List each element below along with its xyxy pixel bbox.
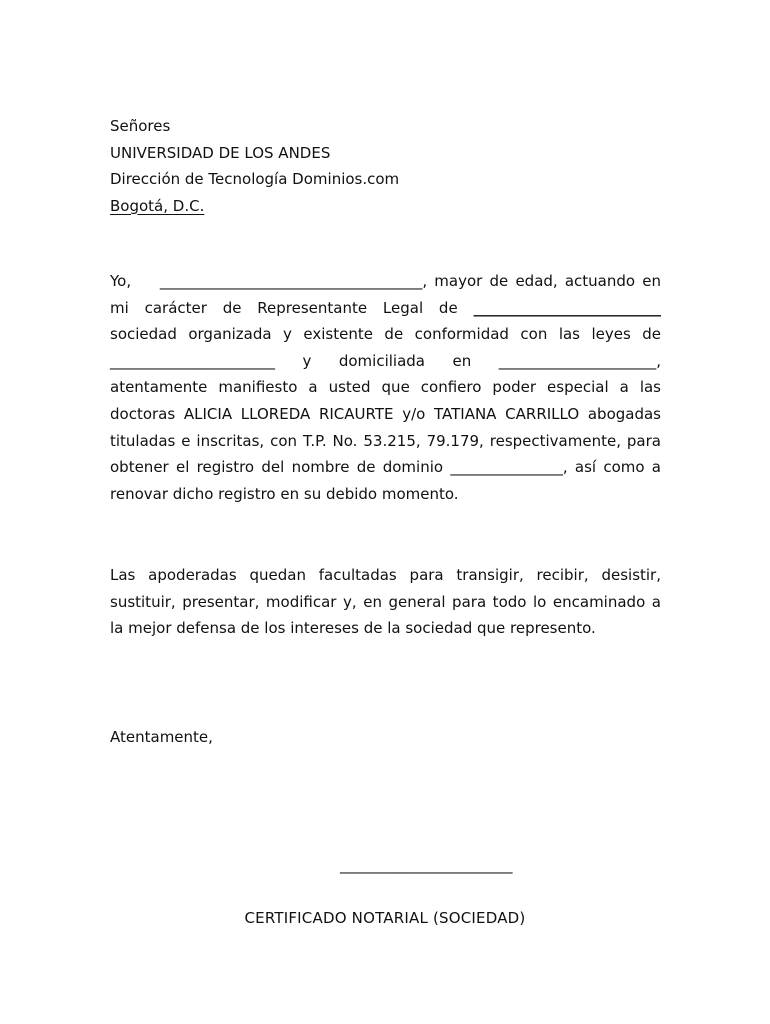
text-segment-5: , así como a renovar dicho registro en su debido momento.: [110, 458, 661, 503]
blank-country: ______________________: [110, 351, 275, 370]
salutation: Señores: [110, 117, 171, 135]
recipient-address: [110, 113, 670, 219]
blank-company: _________________________: [473, 298, 661, 317]
power-of-attorney-paragraph: [110, 268, 661, 507]
blank-name: ___________________________________: [159, 272, 423, 290]
closing-text: Atentamente,: [110, 728, 213, 746]
institution-name: UNIVERSIDAD DE LOS ANDES: [110, 143, 331, 162]
blank-domicile: _____________________: [498, 351, 657, 370]
text-segment-3: y domiciliada en: [275, 351, 499, 370]
city-line: Bogotá, D.C.: [110, 196, 205, 215]
signature-line: _______________________: [340, 856, 513, 874]
text-segment-4: , atentamente manifiesto a usted que confiero poder especial a las doctoras ALICIA LLOREDA RICAURTE y/o TATIANA CARRILLO abogadas tituladas e inscritas, con T.P. No. 53.215, 79.179, respectivamente, para obtener el registro del nombre de dominio: [110, 351, 661, 477]
text-segment-1: , mayor de edad, actuando en mi carácter de Representante Legal de: [110, 272, 662, 317]
blank-domain: _______________: [450, 458, 563, 477]
notarial-certificate-title: CERTIFICADO NOTARIAL (SOCIEDAD): [244, 909, 526, 927]
text-segment-2: sociedad organizada y existente de conformidad con las leyes de: [110, 325, 661, 344]
powers-paragraph: Las apoderadas quedan facultadas para transigir, recibir, desistir, sustituir, presentar, modificar y, en general para todo lo encaminado a la mejor defensa de los intereses de la sociedad que represento.: [110, 566, 661, 638]
department-name: Dirección de Tecnología Dominios.com: [110, 170, 400, 188]
intro-yo: Yo,: [110, 272, 132, 290]
